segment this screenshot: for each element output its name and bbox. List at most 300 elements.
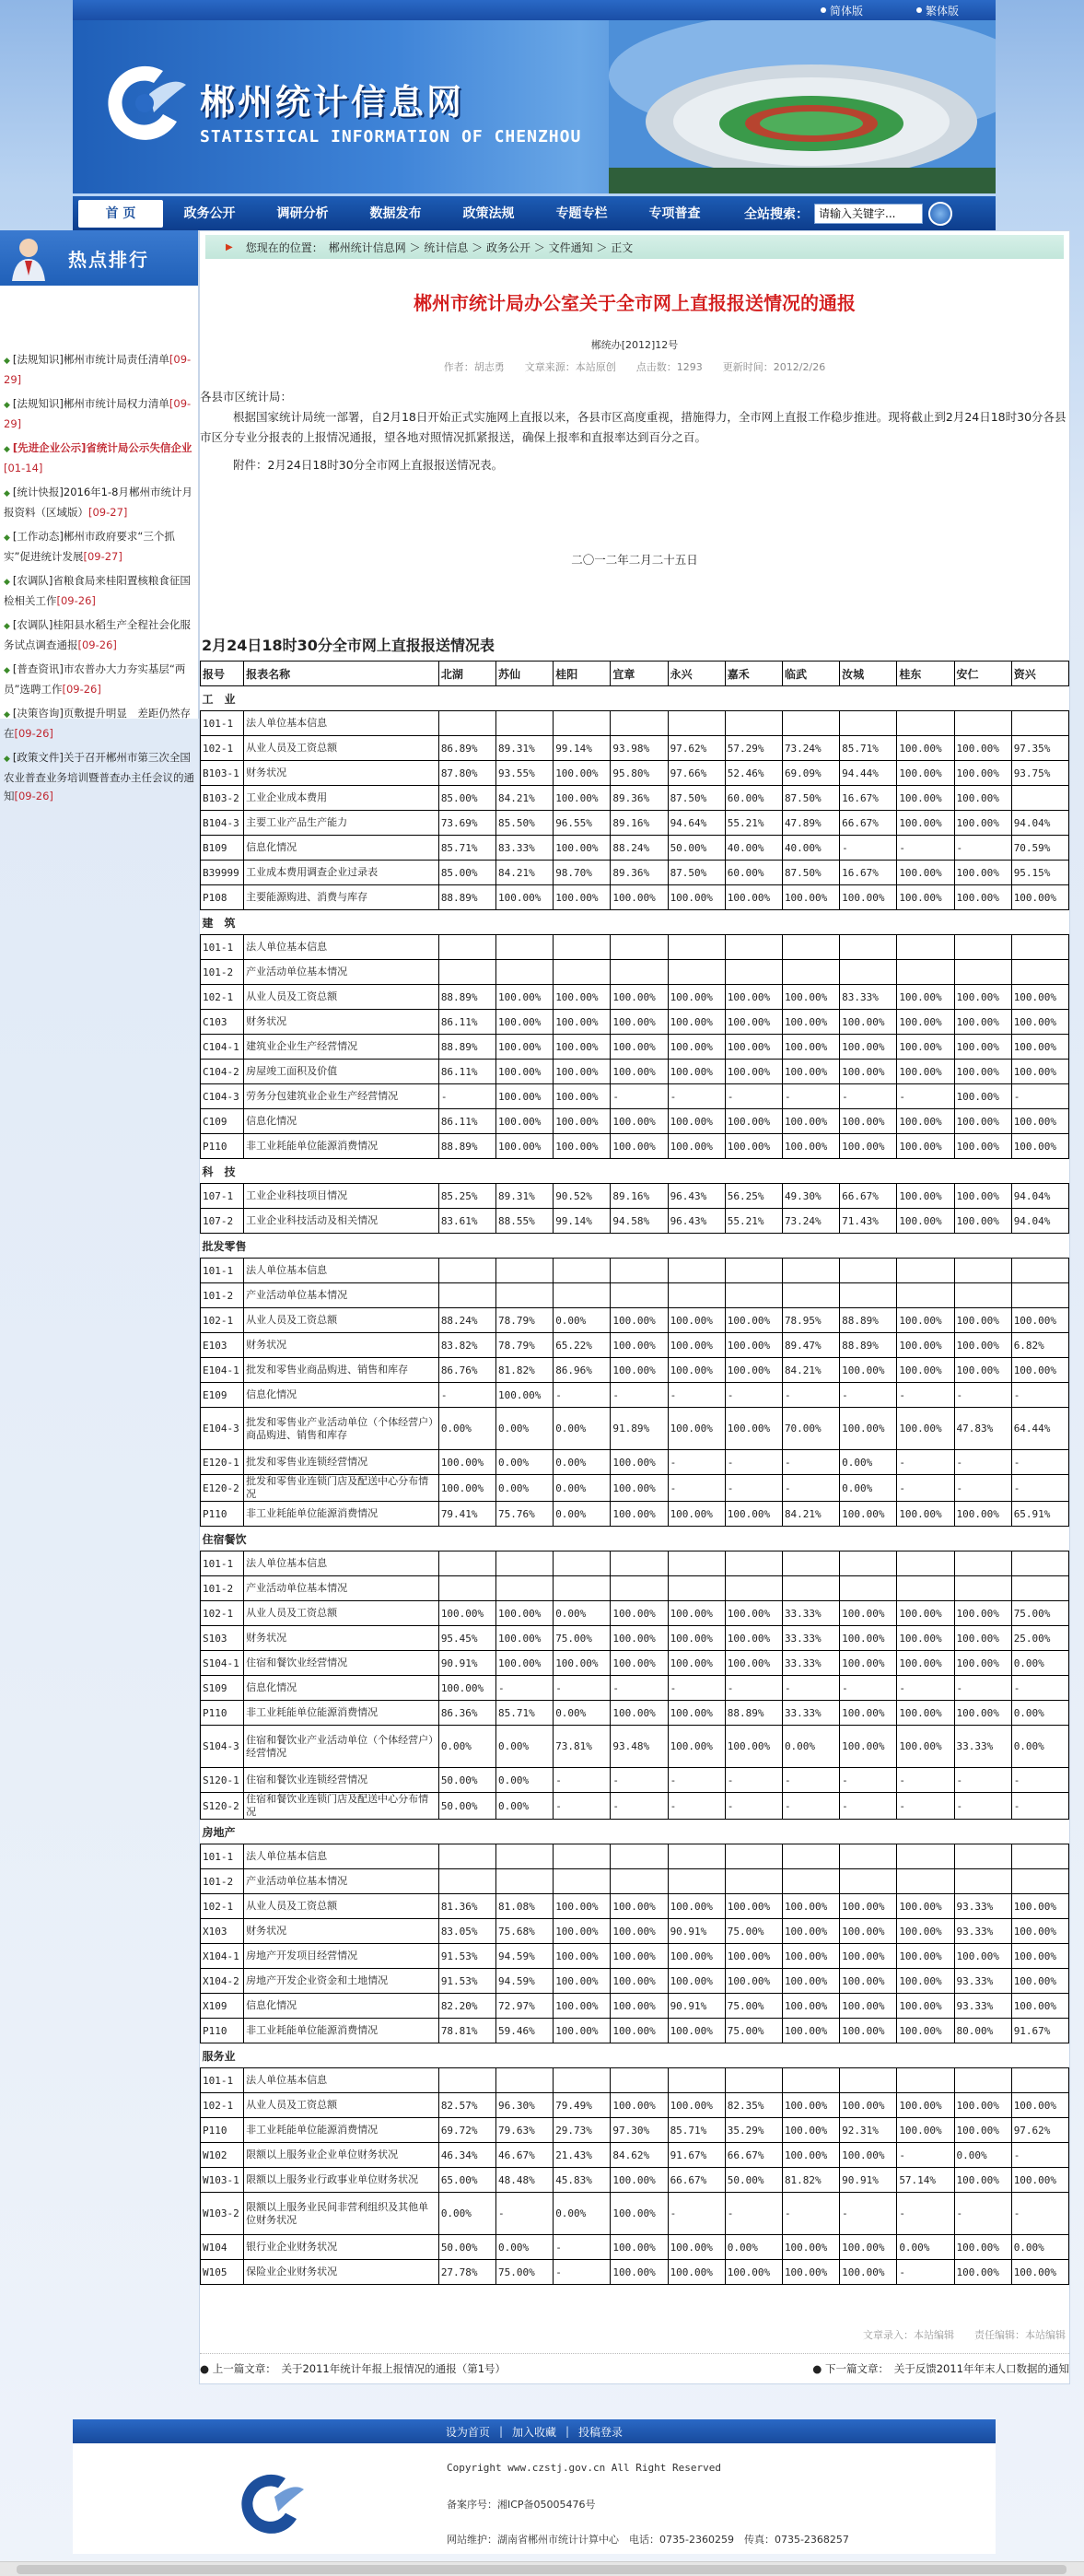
report-name: 房地产开发项目经营情况 <box>244 1944 439 1969</box>
rate-cell: 100.00% <box>954 1651 1011 1676</box>
rate-cell: 100.00% <box>782 2019 839 2043</box>
rate-cell: 33.33% <box>782 1601 839 1626</box>
rate-cell: 100.00% <box>897 1894 954 1919</box>
rate-cell: - <box>954 836 1011 861</box>
rate-cell: 100.00% <box>611 885 668 910</box>
report-code: B103-1 <box>201 761 244 786</box>
rate-cell: 85.00% <box>438 786 495 811</box>
rate-cell: 100.00% <box>954 1502 1011 1527</box>
column-header: 永兴 <box>668 662 725 686</box>
rate-cell: 100.00% <box>611 2019 668 2043</box>
rate-cell: 100.00% <box>725 1894 782 1919</box>
rate-cell: 73.24% <box>782 736 839 761</box>
rate-cell: 88.89% <box>438 885 495 910</box>
bullet-icon: ◆ <box>4 533 10 543</box>
rate-cell <box>496 1283 554 1308</box>
rate-cell: 100.00% <box>725 1969 782 1994</box>
sign-date: 二〇一二年二月二十五日 <box>571 553 698 567</box>
rate-cell: 100.00% <box>840 1726 897 1768</box>
rate-cell: 100.00% <box>782 2260 839 2285</box>
rate-cell: 100.00% <box>954 1209 1011 1234</box>
table-row <box>201 1919 1069 1944</box>
rate-cell: 88.89% <box>840 1308 897 1333</box>
rate-cell <box>554 711 611 736</box>
rate-cell: 78.79% <box>496 1308 554 1333</box>
rate-cell: 100.00% <box>782 2093 839 2118</box>
table-row <box>201 1576 1069 1601</box>
rate-cell: 86.11% <box>438 1060 495 1084</box>
rate-cell: - <box>897 1450 954 1475</box>
rate-cell: 100.00% <box>668 1358 725 1383</box>
rate-cell <box>611 935 668 960</box>
rate-cell: 100.00% <box>954 1060 1011 1084</box>
next-article-link[interactable]: ● 下一篇文章： 关于反馈2011年年末人口数据的通知 <box>812 2362 1069 2375</box>
rate-cell: 86.11% <box>438 1109 495 1134</box>
rate-cell: 100.00% <box>725 1060 782 1084</box>
hot-list-item[interactable] <box>4 439 194 477</box>
nav-policies[interactable]: 政策法规 <box>462 205 515 221</box>
rate-cell: 50.00% <box>438 1793 495 1820</box>
hot-list-item[interactable] <box>4 615 194 654</box>
breadcrumb-text[interactable]: 您现在的位置： 郴州统计信息网 ＞ 统计信息 ＞ 政务公开 ＞ 文件通知 ＞ 正文 <box>245 240 634 254</box>
rate-cell: 100.00% <box>496 1134 554 1159</box>
rate-cell: 75.00% <box>725 2019 782 2043</box>
report-code: 101-2 <box>201 1283 244 1308</box>
rate-cell: 100.00% <box>897 985 954 1010</box>
rate-cell <box>725 935 782 960</box>
rate-cell: 100.00% <box>725 1408 782 1450</box>
source: 文章来源：本站原创 <box>524 361 616 373</box>
rate-cell: 66.67% <box>668 2168 725 2193</box>
table-row <box>201 1551 1069 1576</box>
rate-cell: 57.29% <box>725 736 782 761</box>
report-name: 法人单位基本信息 <box>244 711 439 736</box>
report-name: 法人单位基本信息 <box>244 2068 439 2093</box>
rate-cell: 100.00% <box>611 1358 668 1383</box>
rate-cell: 100.00% <box>782 2143 839 2168</box>
rate-cell: 100.00% <box>782 1944 839 1969</box>
table-row <box>201 1060 1069 1084</box>
submit-login-link[interactable]: 投稿登录 <box>578 2425 624 2439</box>
rate-cell: 100.00% <box>611 1701 668 1726</box>
rate-cell: 100.00% <box>782 985 839 1010</box>
rate-cell: 100.00% <box>725 1035 782 1060</box>
section-label: 住宿餐饮 <box>201 1527 1069 1551</box>
bullet-icon: ◆ <box>4 622 10 631</box>
rate-cell: 100.00% <box>1011 1894 1068 1919</box>
prev-article-link[interactable]: ● 上一篇文章： 关于2011年统计年报上报情况的通报（第1号） <box>200 2362 507 2375</box>
rate-cell: - <box>840 1768 897 1793</box>
rate-cell: 93.48% <box>611 1726 668 1768</box>
rate-cell: 100.00% <box>611 1894 668 1919</box>
rate-cell <box>840 1576 897 1601</box>
report-code: S103 <box>201 1626 244 1651</box>
rate-cell: 100.00% <box>438 1601 495 1626</box>
report-code: S109 <box>201 1676 244 1701</box>
rate-cell: 85.71% <box>668 2118 725 2143</box>
rate-cell: 100.00% <box>554 761 611 786</box>
rate-cell: 90.91% <box>438 1651 495 1676</box>
rate-cell: 100.00% <box>1011 1358 1068 1383</box>
rate-cell <box>554 1551 611 1576</box>
rate-cell: - <box>954 1768 1011 1793</box>
rate-cell <box>668 1259 725 1283</box>
rate-cell: - <box>897 1793 954 1820</box>
rate-cell <box>782 1869 839 1894</box>
table-row <box>201 811 1069 836</box>
scrollbar-thumb[interactable] <box>17 2565 1067 2574</box>
rate-cell: 100.00% <box>496 985 554 1010</box>
table-row <box>201 1308 1069 1333</box>
bullet-icon: ◆ <box>4 578 10 587</box>
report-code: P110 <box>201 1502 244 1527</box>
report-code: S120-2 <box>201 1793 244 1820</box>
update-time: 更新时间：2012/2/26 <box>722 361 826 373</box>
table-row <box>201 836 1069 861</box>
rate-cell: 82.35% <box>725 2093 782 2118</box>
rate-cell <box>1011 1259 1068 1283</box>
rate-cell <box>725 2068 782 2093</box>
rate-cell: 100.00% <box>1011 1035 1068 1060</box>
rate-cell: 59.46% <box>496 2019 554 2043</box>
rate-cell: 100.00% <box>840 1969 897 1994</box>
report-code: C104-2 <box>201 1060 244 1084</box>
main-nav <box>73 193 996 230</box>
rate-cell: 6.82% <box>1011 1333 1068 1358</box>
rate-cell <box>782 1551 839 1576</box>
rate-cell: 100.00% <box>1011 1994 1068 2019</box>
hot-item-date: [09-26] <box>77 638 117 651</box>
rate-cell: 95.45% <box>438 1626 495 1651</box>
rate-cell: - <box>897 1084 954 1109</box>
nav-research-analysis[interactable]: 调研分析 <box>276 205 329 221</box>
rate-cell: 100.00% <box>840 1010 897 1035</box>
hot-list-item[interactable] <box>4 660 194 698</box>
rate-cell <box>1011 1576 1068 1601</box>
rate-cell: 100.00% <box>782 2235 839 2260</box>
table-row <box>201 1383 1069 1408</box>
rate-cell: - <box>954 1475 1011 1502</box>
rate-cell <box>1011 960 1068 985</box>
hot-list-item[interactable] <box>4 350 194 389</box>
rate-cell: 100.00% <box>840 1894 897 1919</box>
rate-cell: 100.00% <box>725 1358 782 1383</box>
rate-cell: - <box>954 1793 1011 1820</box>
report-code: E104-1 <box>201 1358 244 1383</box>
site-logo-icon[interactable] <box>99 57 191 149</box>
report-table <box>200 661 1069 2285</box>
author: 作者：胡志勇 <box>443 361 505 373</box>
report-name: 从业人员及工资总额 <box>244 1894 439 1919</box>
rate-cell: - <box>897 2193 954 2235</box>
rate-cell <box>496 960 554 985</box>
search-input[interactable] <box>814 204 923 224</box>
rate-cell: 81.82% <box>782 2168 839 2193</box>
rate-cell <box>668 960 725 985</box>
rate-cell <box>611 2068 668 2093</box>
rate-cell: 100.00% <box>840 1626 897 1651</box>
rate-cell: 100.00% <box>954 761 1011 786</box>
report-code: S120-1 <box>201 1768 244 1793</box>
report-name: 非工业耗能单位能源消费情况 <box>244 2118 439 2143</box>
column-header: 临武 <box>782 662 839 686</box>
report-code: C103 <box>201 1010 244 1035</box>
rate-cell: 55.21% <box>725 811 782 836</box>
rate-cell: - <box>725 1676 782 1701</box>
column-header: 嘉禾 <box>725 662 782 686</box>
report-name: 限额以上服务业行政事业单位财务状况 <box>244 2168 439 2193</box>
rate-cell: 81.82% <box>496 1358 554 1383</box>
rate-cell: 90.52% <box>554 1184 611 1209</box>
rate-cell: 97.62% <box>668 736 725 761</box>
rate-cell: 100.00% <box>897 1308 954 1333</box>
table-row <box>201 1209 1069 1234</box>
rate-cell: 0.00% <box>1011 1651 1068 1676</box>
report-code: P108 <box>201 885 244 910</box>
rate-cell: 86.36% <box>438 1701 495 1726</box>
rate-cell: 100.00% <box>554 1969 611 1994</box>
rate-cell <box>438 1844 495 1869</box>
rate-cell: 97.35% <box>1011 736 1068 761</box>
rate-cell <box>1011 786 1068 811</box>
hot-ranking-sidebar <box>0 230 199 802</box>
nav-government-affairs[interactable]: 政务公开 <box>183 205 236 221</box>
rate-cell: - <box>725 1793 782 1820</box>
report-code: B104-3 <box>201 811 244 836</box>
hot-list-item[interactable] <box>4 571 194 610</box>
rate-cell: 100.00% <box>668 1060 725 1084</box>
rate-cell <box>897 1259 954 1283</box>
rate-cell: 75.00% <box>554 1626 611 1651</box>
hot-list-item[interactable] <box>4 394 194 433</box>
article-meta <box>200 359 1069 374</box>
rate-cell: 0.00% <box>840 1475 897 1502</box>
rate-cell <box>954 1869 1011 1894</box>
rate-cell: 0.00% <box>554 1502 611 1527</box>
rate-cell: 100.00% <box>554 1894 611 1919</box>
hot-list-item[interactable] <box>4 527 194 566</box>
rate-cell <box>668 935 725 960</box>
report-name: 信息化情况 <box>244 1676 439 1701</box>
report-code: C104-1 <box>201 1035 244 1060</box>
report-code: P110 <box>201 1134 244 1159</box>
add-favorite-link[interactable]: 加入收藏 <box>511 2425 556 2439</box>
rate-cell <box>668 1869 725 1894</box>
rate-cell: 100.00% <box>668 1969 725 1994</box>
rate-cell <box>954 1551 1011 1576</box>
footer-links <box>73 2419 996 2443</box>
table-row <box>201 2235 1069 2260</box>
rate-cell <box>554 960 611 985</box>
rate-cell: 100.00% <box>954 885 1011 910</box>
report-code: 101-1 <box>201 1844 244 1869</box>
rate-cell: 86.76% <box>438 1358 495 1383</box>
rate-cell: 93.98% <box>611 736 668 761</box>
rate-cell: 100.00% <box>897 1701 954 1726</box>
rate-cell: 100.00% <box>668 1626 725 1651</box>
rate-cell: 50.00% <box>668 836 725 861</box>
rate-cell: - <box>438 1383 495 1408</box>
nav-special-topics[interactable]: 专题专栏 <box>555 205 608 221</box>
rate-cell <box>782 1259 839 1283</box>
rate-cell: 90.91% <box>840 2168 897 2193</box>
rate-cell: - <box>782 1450 839 1475</box>
rate-cell <box>496 2068 554 2093</box>
table-row <box>201 1844 1069 1869</box>
report-code: 101-1 <box>201 711 244 736</box>
rate-cell: - <box>668 1793 725 1820</box>
rate-cell <box>496 711 554 736</box>
rate-cell: 29.73% <box>554 2118 611 2143</box>
rate-cell: - <box>1011 1084 1068 1109</box>
report-code: 102-1 <box>201 985 244 1010</box>
rate-cell: 88.24% <box>611 836 668 861</box>
search-button[interactable] <box>928 202 952 226</box>
rate-cell: 100.00% <box>554 1060 611 1084</box>
rate-cell: - <box>897 1768 954 1793</box>
rate-cell: 100.00% <box>782 1010 839 1035</box>
editors-info: 文章录入：本站编辑 责任编辑：本站编辑 <box>863 2329 1066 2341</box>
rate-cell <box>554 1844 611 1869</box>
rate-cell: 100.00% <box>897 1060 954 1084</box>
horizontal-scrollbar[interactable] <box>0 2561 1084 2576</box>
rate-cell <box>611 1283 668 1308</box>
rate-cell: 91.89% <box>611 1408 668 1450</box>
rate-cell: - <box>840 1676 897 1701</box>
report-name: 财务状况 <box>244 1333 439 1358</box>
rate-cell: 99.14% <box>554 736 611 761</box>
table-row <box>201 1994 1069 2019</box>
rate-cell: 73.81% <box>554 1726 611 1768</box>
rate-cell: 87.50% <box>668 786 725 811</box>
report-code: 102-1 <box>201 1894 244 1919</box>
column-header: 资兴 <box>1011 662 1068 686</box>
rate-cell: 100.00% <box>668 1134 725 1159</box>
rate-cell <box>554 1576 611 1601</box>
rate-cell: 100.00% <box>897 1726 954 1768</box>
report-name: 批发和零售业连锁门店及配送中心分布情况 <box>244 1475 439 1502</box>
report-name: 法人单位基本信息 <box>244 1551 439 1576</box>
rate-cell: 89.31% <box>496 1184 554 1209</box>
rate-cell: 100.00% <box>840 1944 897 1969</box>
breadcrumb <box>205 235 1064 259</box>
rate-cell: - <box>725 1383 782 1408</box>
hot-item-title: [普查资讯]市农普办大力夯实基层“两员”选聘工作 <box>4 662 186 696</box>
rate-cell: 100.00% <box>1011 2168 1068 2193</box>
rate-cell: 100.00% <box>554 1944 611 1969</box>
rate-cell: 49.30% <box>782 1184 839 1209</box>
table-row <box>201 960 1069 985</box>
report-code: 101-1 <box>201 1259 244 1283</box>
hot-list-item[interactable] <box>4 748 194 805</box>
rate-cell: 100.00% <box>954 1184 1011 1209</box>
report-code: E120-1 <box>201 1450 244 1475</box>
rate-cell <box>1011 1844 1068 1869</box>
rate-cell <box>554 2068 611 2093</box>
hot-item-date: [09-26] <box>14 790 53 802</box>
table-row <box>201 1184 1069 1209</box>
rate-cell: 100.00% <box>668 1944 725 1969</box>
simplified-chinese-link[interactable] <box>821 3 863 18</box>
report-code: 101-1 <box>201 2068 244 2093</box>
bullet-icon: ◆ <box>4 445 10 454</box>
rate-cell: 91.67% <box>668 2143 725 2168</box>
rate-cell: - <box>897 2143 954 2168</box>
rate-cell: 65.00% <box>438 2168 495 2193</box>
rate-cell: 100.00% <box>897 1109 954 1134</box>
rate-cell: 100.00% <box>897 1502 954 1527</box>
rate-cell <box>668 1576 725 1601</box>
column-header: 宜章 <box>611 662 668 686</box>
rate-cell: 100.00% <box>496 1084 554 1109</box>
rate-cell: 81.08% <box>496 1894 554 1919</box>
rate-cell <box>438 935 495 960</box>
click-count: 点击数：1293 <box>635 361 703 373</box>
rate-cell: 94.58% <box>611 1209 668 1234</box>
rate-cell <box>840 960 897 985</box>
rate-cell <box>954 1283 1011 1308</box>
nav-home[interactable]: 首 页 <box>78 200 163 228</box>
separator: | <box>565 2425 570 2438</box>
rate-cell: 100.00% <box>611 1134 668 1159</box>
rate-cell: - <box>554 1768 611 1793</box>
nav-data-release[interactable]: 数据发布 <box>369 205 422 221</box>
rate-cell: 100.00% <box>897 1408 954 1450</box>
rate-cell: 100.00% <box>840 2260 897 2285</box>
rate-cell: 100.00% <box>611 1969 668 1994</box>
report-name: 非工业耗能单位能源消费情况 <box>244 1502 439 1527</box>
hot-list-item[interactable] <box>4 704 194 743</box>
rate-cell: 100.00% <box>725 1109 782 1134</box>
rate-cell: 100.00% <box>782 1919 839 1944</box>
nav-census[interactable]: 专项普查 <box>648 205 701 221</box>
prev-article-label: 上一篇文章： 关于2011年统计年报上报情况的通报（第1号） <box>212 2362 507 2375</box>
report-code: 107-1 <box>201 1184 244 1209</box>
hot-list <box>0 286 198 805</box>
set-homepage-link[interactable]: 设为首页 <box>445 2425 490 2439</box>
rate-cell: 100.00% <box>725 1502 782 1527</box>
rate-cell: 100.00% <box>725 1308 782 1333</box>
rate-cell: 91.53% <box>438 1944 495 1969</box>
rate-cell: 69.09% <box>782 761 839 786</box>
separator: | <box>498 2425 503 2438</box>
rate-cell: 89.16% <box>611 1184 668 1209</box>
salutation: 各县市区统计局： <box>200 390 293 404</box>
report-name: 房地产开发企业资金和土地情况 <box>244 1969 439 1994</box>
rate-cell: 100.00% <box>611 2168 668 2193</box>
rate-cell: 89.31% <box>496 736 554 761</box>
rate-cell: 88.89% <box>840 1333 897 1358</box>
rate-cell: - <box>840 1793 897 1820</box>
rate-cell: 83.61% <box>438 1209 495 1234</box>
traditional-chinese-link[interactable] <box>916 3 959 18</box>
hot-list-item[interactable] <box>4 483 194 521</box>
dot-icon <box>916 7 922 13</box>
rate-cell: - <box>1011 1383 1068 1408</box>
hot-item-title: [法规知识]郴州市统计局责任清单 <box>12 353 169 366</box>
rate-cell: 100.00% <box>954 2235 1011 2260</box>
rate-cell: - <box>668 1475 725 1502</box>
rate-cell: 33.33% <box>782 1626 839 1651</box>
report-name: 产业活动单位基本情况 <box>244 1283 439 1308</box>
rate-cell: - <box>1011 1676 1068 1701</box>
article-paragraph: 根据国家统计局统一部署，自2月18日开始正式实施网上直报以来，各县市区高度重视，措施得力，全市网上直报工作稳步推进。现将截止到2月24日18时30分各县市区分专业分报表的上报情况通报，望各地对照情况抓紧报送，确保上报率和直报率达到百分之百。 <box>200 410 1067 444</box>
rate-cell <box>840 1551 897 1576</box>
rate-cell <box>496 1551 554 1576</box>
rate-cell: 100.00% <box>611 2093 668 2118</box>
table-row <box>201 1726 1069 1768</box>
rate-cell: 100.00% <box>1011 2093 1068 2118</box>
